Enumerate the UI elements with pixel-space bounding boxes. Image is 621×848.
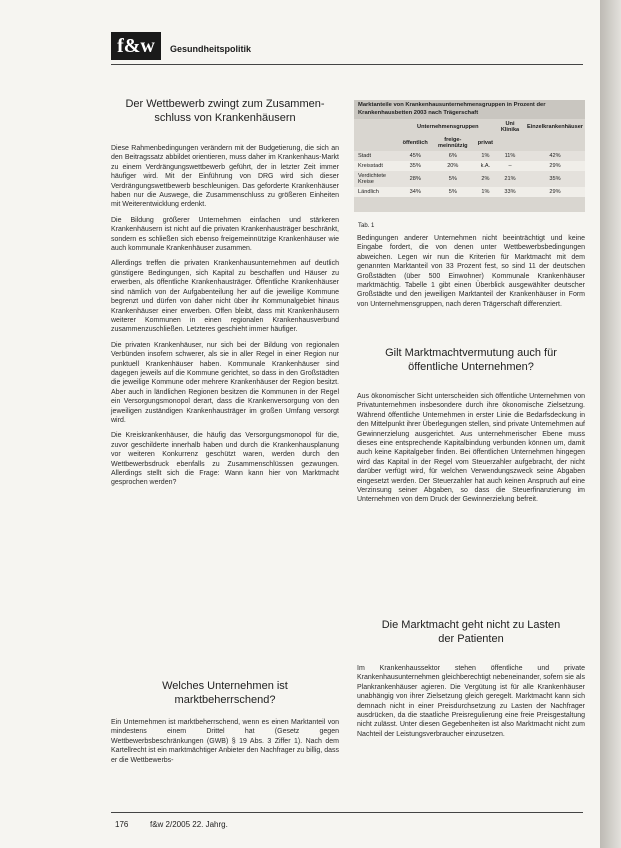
table-subheader: öffentlich	[402, 140, 428, 146]
magazine-logo: f&w	[111, 32, 161, 60]
paragraph: Ein Unternehmen ist marktbeherrschend, wenn es einen Marktanteil von mindestens einem Drittel hat (Gesetz gegen Wettbewerbsbeschränkungen (GWB) § 19 Abs. 3 Ziffer 1). Nach dem Kartellrecht ist ein marktmächtiger Anbieter den Nachfrager zu billig, dass er die Wettbewerbs-	[111, 719, 339, 764]
table-title: Marktanteile von Krankenhausunternehmensgruppen in Prozent der Krankenhausbetten 2003 nach Trägerschaft	[354, 100, 585, 119]
page-number: 176	[115, 820, 129, 829]
section-title: Gesundheitspolitik	[170, 44, 252, 54]
table-grid	[354, 119, 585, 197]
paragraph: Bedingungen anderer Unternehmen nicht beeinträchtigt und keine Eingabe fordert, die von denen unter Wettbewerbsbedingungen abweichen. Legen wir nun die Kriterien für Marktmacht mit dem genannten Marktanteil von 33 Prozent fest, so sind 11 der deutschen Großstädten (über 500 Einwohner) Kommunale Krankenhäuser marktmächtig. Tabelle 1 gibt einen Überblick ausgewählter deutscher Großstädte und den jeweiligen Marktanteil der Krankenhäuser in Form von Unternehmensgruppen, nach deren Trägerschaft differenziert.	[357, 235, 585, 308]
heading-marktbeherrschend: Welches Unternehmen ist marktbeherrschend?	[162, 680, 288, 706]
table-row: Ländlich 34% 5% 1% 33% 29%	[354, 187, 585, 197]
market-share-table	[354, 100, 585, 212]
paragraph: Die Bildung größerer Unternehmen einfachen und stärkeren Krankenhäusern ist nicht auf die privaten Krankenhausträger beschränkt, sondern es schließen sich ebenso freigemeinnützige Krankenhäuser wie auch kommunale Krankenhäuser zusammen.	[111, 216, 339, 253]
table-caption: Tab. 1	[358, 223, 375, 229]
paragraph: Im Krankenhaussektor stehen öffentliche und private Krankenhausunternehmen gleichberechtigt nebeneinander, sofern sie als Plankrankenhäuser agieren. Die Vergütung ist für alle Krankenhäuser unabhängig von ihrer Zielsetzung gleich geregelt. Marktmacht kann sich demnach nicht in einer Preisdurchsetzung zu Lasten der Nachfrager ausdrücken, da die staatliche Preisregulierung eine freie Preisgestaltung nicht zulässt. Unter diesen Gegebenheiten ist also Marktmacht nicht zum Nachteil der Leistungsverbraucher einzusetzen.	[357, 665, 585, 738]
table-col-single: Einzelkrankenhäuser	[527, 124, 583, 130]
table-subheader: privat	[477, 140, 493, 146]
paragraph: Die Kreiskrankenhäuser, die häufig das Versorgungsmonopol für die, zuvor geschilderte innerhalb haben und durch die Krankenhausplanung vor weiteren Konkurrenz geschützt waren, werden durch den Wettbewerbsdruck ebenfalls zu Zusammenschlüssen gezwungen. Allerdings stellt sich die Frage: Wann kann hier von Marktmacht gesprochen werden?	[111, 432, 339, 487]
heading-patienten: Die Marktmacht geht nicht zu Lasten der Patienten	[381, 619, 561, 645]
table-col-uni: Uni Klinika	[500, 121, 520, 133]
table-row: Verdichtete Kreise 28% 5% 2% 21% 35%	[354, 171, 585, 187]
left-column-text	[111, 144, 339, 670]
right-column-top-text	[357, 234, 585, 346]
right-column-mid-text	[357, 392, 585, 606]
footer-rule	[111, 812, 583, 813]
table-subheader: freige-meinnützig	[438, 137, 468, 149]
paragraph: Aus ökonomischer Sicht unterscheiden sich öffentliche Unternehmen von Privatunternehmen insbesondere durch ihre ökonomische Zielsetzung. Während öffentliche Unternehmen in erster Linie die Bedarfsdeckung in den Mittelpunkt ihrer Überlegungen stellen, sind private Unternehmen auf Gewinnerzielung ausgerichtet. Aus unternehmerischer Ebene muss dieses eine entsprechende Kapitalbindung verbunden können um, damit auch keine Kapitalgeber finden. Bei öffentlichen Unternehmen hingegen wird das Kapital in der Regel vom Steuerzahler aufgebracht, der nicht darüber verfügt wird, für welchen Verwendungszweck seine Abgaben eingesetzt werden. Der Steuerzahler hat auch keinen Anspruch auf eine Verzinsung seiner Abgaben, so dass die Steuerfinanzierung im Unternehmen von dem Druck der Gewinnerzielung befreit.	[357, 393, 585, 504]
page-gutter-shadow	[600, 0, 621, 848]
table-group-header: Unternehmensgruppen	[417, 124, 479, 130]
table-row: Kreisstadt 35% 20% k.A. – 29%	[354, 161, 585, 171]
left-column-bottom-text	[111, 718, 339, 808]
heading-wettbewerb: Der Wettbewerb zwingt zum Zusammen- schluss von Krankenhäusern	[125, 98, 325, 124]
paragraph: Diese Rahmenbedingungen verändern mit der Budgetierung, die sich an den Beitragssatz abbildet orientieren, muss daher im Krankenhaus-Markt zu einem Verdrängungswettbewerb geführt, der in letzter Zeit immer häufiger wird. Mit der Einführung von DRG wird sich dieser Verdrängungswettbewerb beschleunigen. Das geforderte Krankenhäuser haben nur die Auswege, die Zusammenschluss zu größeren Einheiten mit Weiterentwicklung erdenkt.	[111, 145, 339, 209]
heading-marktmachtvermutung: Gilt Marktmachtvermutung auch für öffentliche Unternehmen?	[385, 347, 557, 373]
table-row: Stadt 45% 6% 1% 11% 42%	[354, 151, 585, 161]
paragraph: Die privaten Krankenhäuser, nur sich bei der Bildung von regionalen Verbünden insofern schwerer, als sie in aller Regel in einer Region nur punktuell Krankenhäuser haben. Kommunale Krankenhäuser sind dagegen jeweils auf die Kommune gerichtet, so dass in den Großstädten die jeweilige Kommune oder mehrere Krankenhäuser der Region besitzt. Aber auch in ländlichen Regionen besitzen die Kommunen in der Regel ein Versorgungsmonopol derart, dass die Krankenversorgung von den jeweiligen zuständigen Krankenhausträger im großen Umfang versorgt wird.	[111, 341, 339, 424]
issue-info: f&w 2/2005 22. Jahrg.	[150, 820, 228, 829]
right-column-bottom-text	[357, 664, 585, 808]
paragraph: Allerdings treffen die privaten Krankenhausunternehmen auf deutlich günstigere Bedingungen, sich Kapital zu beschaffen und Häuser zu erwerben, als öffentliche Krankenhausträger. Öffentliche Krankenhäuser sind nämlich von der Aufgabenteilung her auf die jeweilige Kommune begrenzt und dürfen von daher nicht über ihr Kommunalgebiet hinaus Krankenhäuser einer erwerben. Offen bleibt, dass mit Krankenhäusern weiterer Kommunen in einen regionalen Krankenhausverbund zusammenzuschließen. Letzteres geschieht immer häufiger.	[111, 260, 339, 334]
header-rule	[111, 64, 583, 65]
